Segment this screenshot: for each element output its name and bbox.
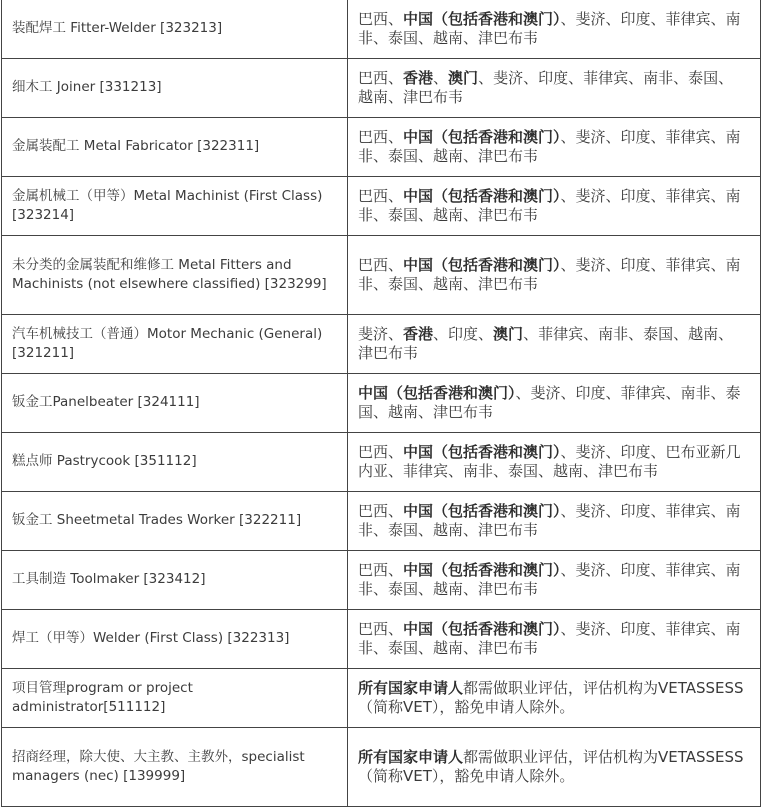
- table-row: [2, 610, 761, 669]
- text-segment: 、菲律宾、南非、泰国、越南、津巴布韦: [358, 324, 734, 362]
- occupation-cell: 工具制造 Toolmaker [323412]: [2, 551, 348, 610]
- text-segment: 斐济、: [358, 324, 404, 343]
- table-row: [2, 374, 761, 433]
- highlighted-text: 中国（包括香港和澳门）: [403, 442, 561, 461]
- text-segment: 都需做职业评估，评估机构为VETASSESS（简称VET），豁免申请人除外。: [358, 747, 744, 785]
- countries-cell: [348, 177, 761, 236]
- occupation-cell: 项目管理program or project administrator[511112]: [2, 669, 348, 728]
- occupation-cell: 糕点师 Pastrycook [351112]: [2, 433, 348, 492]
- countries-cell: [348, 374, 761, 433]
- occupation-cell: 招商经理，除大使、大主教、主教外，specialist managers (nec) [139999]: [2, 728, 348, 807]
- text-segment: 、斐济、印度、菲律宾、南非、泰国、越南、津巴布韦: [358, 619, 741, 657]
- text-segment: 、斐济、印度、菲律宾、南非、泰国、越南、津巴布韦: [358, 255, 741, 293]
- countries-cell: [348, 236, 761, 315]
- table-row: [2, 118, 761, 177]
- countries-cell: [348, 728, 761, 807]
- table-row: [2, 492, 761, 551]
- highlighted-text: 中国（包括香港和澳门）: [403, 9, 561, 28]
- text-segment: 巴西、: [358, 619, 404, 638]
- text-segment: 、: [433, 68, 449, 87]
- highlighted-text: 所有国家申请人: [358, 678, 464, 697]
- highlighted-text: 中国（包括香港和澳门）: [403, 560, 561, 579]
- text-segment: 、斐济、印度、菲律宾、南非、泰国、越南、津巴布韦: [358, 383, 741, 421]
- text-segment: 巴西、: [358, 442, 404, 461]
- highlighted-text: 澳门: [493, 324, 524, 343]
- highlighted-text: 所有国家申请人: [358, 747, 464, 766]
- text-segment: 、印度、: [433, 324, 494, 343]
- table-row: [2, 433, 761, 492]
- highlighted-text: 中国（包括香港和澳门）: [403, 255, 561, 274]
- text-segment: 巴西、: [358, 68, 404, 87]
- text-segment: 巴西、: [358, 127, 404, 146]
- countries-cell: [348, 492, 761, 551]
- text-segment: 都需做职业评估，评估机构为VETASSESS（简称VET），豁免申请人除外。: [358, 678, 744, 716]
- highlighted-text: 澳门: [448, 68, 479, 87]
- occupation-cell: 细木工 Joiner [331213]: [2, 59, 348, 118]
- countries-cell: [348, 118, 761, 177]
- highlighted-text: 中国（包括香港和澳门）: [403, 501, 561, 520]
- occupation-cell: 汽车机械技工（普通）Motor Mechanic (General) [321211]: [2, 315, 348, 374]
- text-segment: 、斐济、印度、菲律宾、南非、泰国、越南、津巴布韦: [358, 501, 741, 539]
- table-row: [2, 728, 761, 807]
- occupation-cell: 焊工（甲等）Welder (First Class) [322313]: [2, 610, 348, 669]
- text-segment: 、斐济、印度、菲律宾、南非、泰国、越南、津巴布韦: [358, 186, 741, 224]
- highlighted-text: 中国（包括香港和澳门）: [403, 619, 561, 638]
- text-segment: 、斐济、印度、巴布亚新几内亚、菲律宾、南非、泰国、越南、津巴布韦: [358, 442, 741, 480]
- occupation-cell: 装配焊工 Fitter-Welder [323213]: [2, 0, 348, 59]
- highlighted-text: 中国（包括香港和澳门）: [358, 383, 516, 402]
- table-row: [2, 236, 761, 315]
- countries-cell: [348, 315, 761, 374]
- occupation-table: [1, 0, 761, 807]
- text-segment: 巴西、: [358, 255, 404, 274]
- occupation-cell: 金属装配工 Metal Fabricator [322311]: [2, 118, 348, 177]
- highlighted-text: 中国（包括香港和澳门）: [403, 186, 561, 205]
- countries-cell: [348, 59, 761, 118]
- text-segment: 、斐济、印度、菲律宾、南非、泰国、越南、津巴布韦: [358, 560, 741, 598]
- table-row: [2, 177, 761, 236]
- table-row: [2, 0, 761, 59]
- text-segment: 巴西、: [358, 560, 404, 579]
- table-row: [2, 315, 761, 374]
- countries-cell: [348, 433, 761, 492]
- text-segment: 、斐济、印度、菲律宾、南非、泰国、越南、津巴布韦: [358, 127, 741, 165]
- table-row: [2, 551, 761, 610]
- table-row: [2, 669, 761, 728]
- countries-cell: [348, 610, 761, 669]
- text-segment: 巴西、: [358, 501, 404, 520]
- text-segment: 巴西、: [358, 186, 404, 205]
- text-segment: 、斐济、印度、菲律宾、南非、泰国、越南、津巴布韦: [358, 9, 741, 47]
- text-segment: 、斐济、印度、菲律宾、南非、泰国、越南、津巴布韦: [358, 68, 734, 106]
- highlighted-text: 中国（包括香港和澳门）: [403, 127, 561, 146]
- text-segment: 巴西、: [358, 9, 404, 28]
- countries-cell: [348, 0, 761, 59]
- countries-cell: [348, 551, 761, 610]
- table-row: [2, 59, 761, 118]
- countries-cell: [348, 669, 761, 728]
- occupation-cell: 金属机械工（甲等）Metal Machinist (First Class) [323214]: [2, 177, 348, 236]
- highlighted-text: 香港: [403, 324, 434, 343]
- highlighted-text: 香港: [403, 68, 434, 87]
- occupation-cell: 钣金工 Sheetmetal Trades Worker [322211]: [2, 492, 348, 551]
- occupation-cell: 钣金工Panelbeater [324111]: [2, 374, 348, 433]
- occupation-cell: 未分类的金属装配和维修工 Metal Fitters and Machinists (not elsewhere classified) [323299]: [2, 236, 348, 315]
